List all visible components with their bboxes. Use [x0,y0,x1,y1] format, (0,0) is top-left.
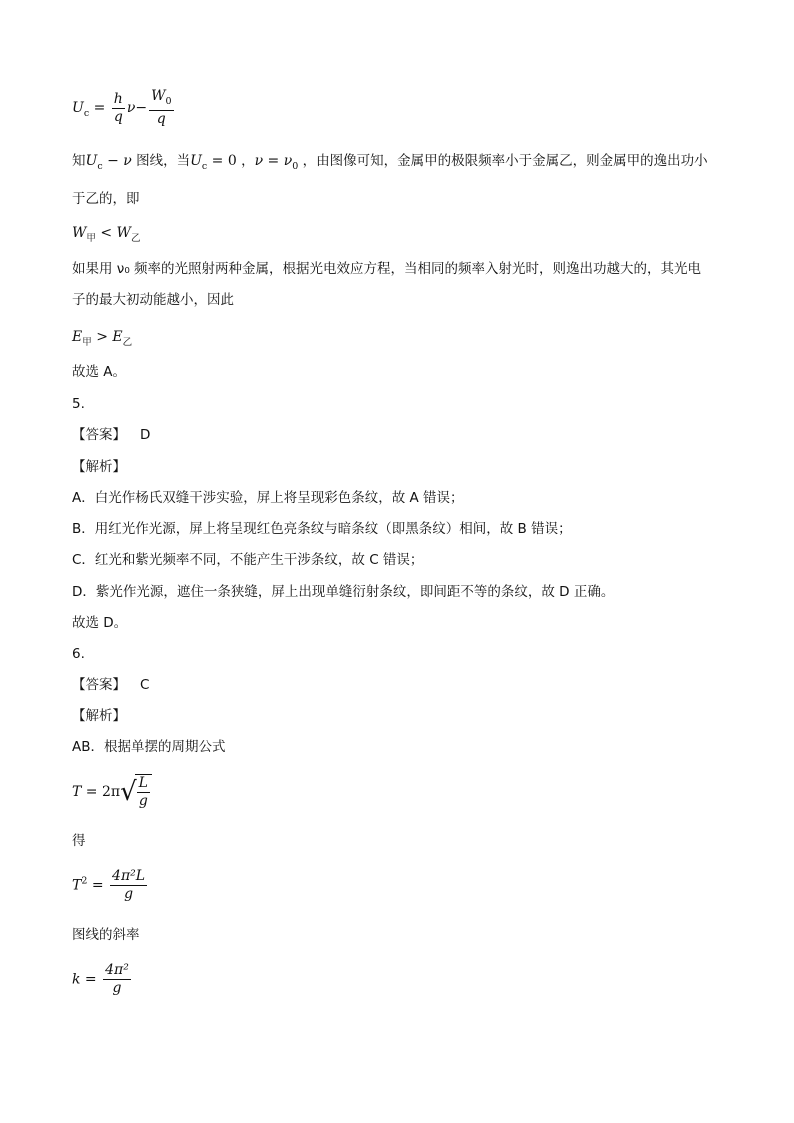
formula-symbol: ν [126,100,136,116]
formula-subscript: 乙 [130,233,141,244]
fraction-w0-over-q [149,88,173,128]
fraction-numerator [149,88,173,111]
fraction-denominator: g [138,793,148,809]
option-d-analysis: D．紫光作光源，遮住一条狭缝，屏上出现单缝衍射条纹，即间距不等的条纹，故 D 正确。 [72,584,615,600]
choose-d-line: 故选 D。 [72,615,128,631]
formula-energy-ineq [72,328,132,352]
question-5-number: 5. [72,396,85,412]
formula-subscript: 0 [292,161,299,172]
square-root [120,774,152,810]
formula-superscript: 2 [81,875,88,887]
fraction-numerator: 4π² [105,962,129,978]
formula-subscript: c [201,161,208,172]
fraction-4pi2-over-g [103,962,131,997]
question-6-answer [72,676,149,694]
formula-subscript: 甲 [82,337,92,348]
formula-operator: = [80,971,102,988]
paragraph-photoelectric-cont: 子的最大初动能越小，因此 [72,292,234,308]
formula-subscript: 0 [165,96,172,107]
radicand [135,774,152,810]
formula-subscript: 乙 [122,337,133,348]
formula-work-function-ineq [72,224,140,248]
answer-label: 【答案】 [72,677,126,693]
answer-label: 【答案】 [72,427,126,443]
answer-value: D [140,427,151,443]
formula-rest: − ν [102,153,132,169]
formula-period-squared [72,868,149,903]
formula-symbol: U [190,153,202,169]
fraction-denominator: q [113,108,123,125]
formula-symbol: T [72,784,82,800]
formula-subscript: c [97,161,103,172]
analysis-label: 【解析】 [72,459,126,475]
fraction-numerator: h [113,90,123,107]
formula-rest: ν = ν [254,153,293,169]
option-ab-analysis: AB．根据单摆的周期公式 [72,739,226,755]
fraction-denominator: q [156,111,166,127]
formula-symbol: W [72,225,87,241]
formula-operator: = 2π [81,784,121,800]
formula-symbol: T [72,877,82,894]
analysis-label: 【解析】 [72,708,126,724]
paragraph-graph-analysis-cont: 于乙的，即 [72,191,140,207]
formula-period [72,774,152,810]
answer-value: C [140,677,150,693]
formula-slope [72,962,133,997]
question-6-number: 6. [72,646,85,662]
formula-symbol: U [85,153,98,169]
text-run: ，由图像可知，金属甲的极限频率小于金属乙，则金属甲的逸出功小 [298,153,708,169]
formula-operator: < [95,225,117,241]
inline-math-condition [190,153,237,172]
formula-symbol: k [72,971,81,988]
text-run: 知 [72,153,86,169]
fraction-numerator: L [138,775,148,791]
inline-math-graph [85,153,132,172]
option-b-analysis: B．用红光作光源，屏上将呈现红色亮条纹与暗条纹（即黑条纹）相间，故 B 错误； [72,521,572,537]
fraction-l-over-g [137,775,150,810]
therefore-text: 得 [72,833,86,849]
fraction-numerator: 4π²L [112,868,146,884]
slope-text: 图线的斜率 [72,927,140,943]
inline-math-nu [254,153,299,172]
formula-symbol: U [72,100,84,116]
formula-operator: − [135,100,148,116]
fraction-h-over-q [112,91,125,126]
text-run: ， [236,153,255,169]
formula-subscript: c [83,108,90,119]
choose-a-line: 故选 A。 [72,364,127,380]
radical-sign: √ [120,777,137,807]
fraction-4pi2l-over-g [110,868,147,903]
text-run: 图线，当 [131,153,191,169]
formula-symbol: W [116,225,131,241]
formula-symbol: E [72,329,83,345]
paragraph-photoelectric: 如果用 ν₀ 频率的光照射两种金属，根据光电效应方程，当相同的频率入射光时，则逸出功越大的，其光电 [72,261,702,277]
formula-subscript: 甲 [86,233,96,244]
fraction-denominator: g [112,980,122,996]
formula-uc [72,88,176,128]
question-5-answer [72,426,150,444]
option-c-analysis: C．红光和紫光频率不同，不能产生干涉条纹，故 C 错误； [72,552,424,568]
formula-operator: = [93,100,106,116]
formula-operator: = [87,877,109,894]
formula-symbol: E [112,329,123,345]
formula-symbol: W [151,88,166,104]
paragraph-graph-analysis [72,152,708,176]
formula-operator: > [91,329,113,345]
fraction-denominator: g [124,886,134,902]
option-a-analysis: A．白光作杨氏双缝干涉实验，屏上将呈现彩色条纹，故 A 错误； [72,490,464,506]
formula-rest: = 0 [207,153,237,169]
